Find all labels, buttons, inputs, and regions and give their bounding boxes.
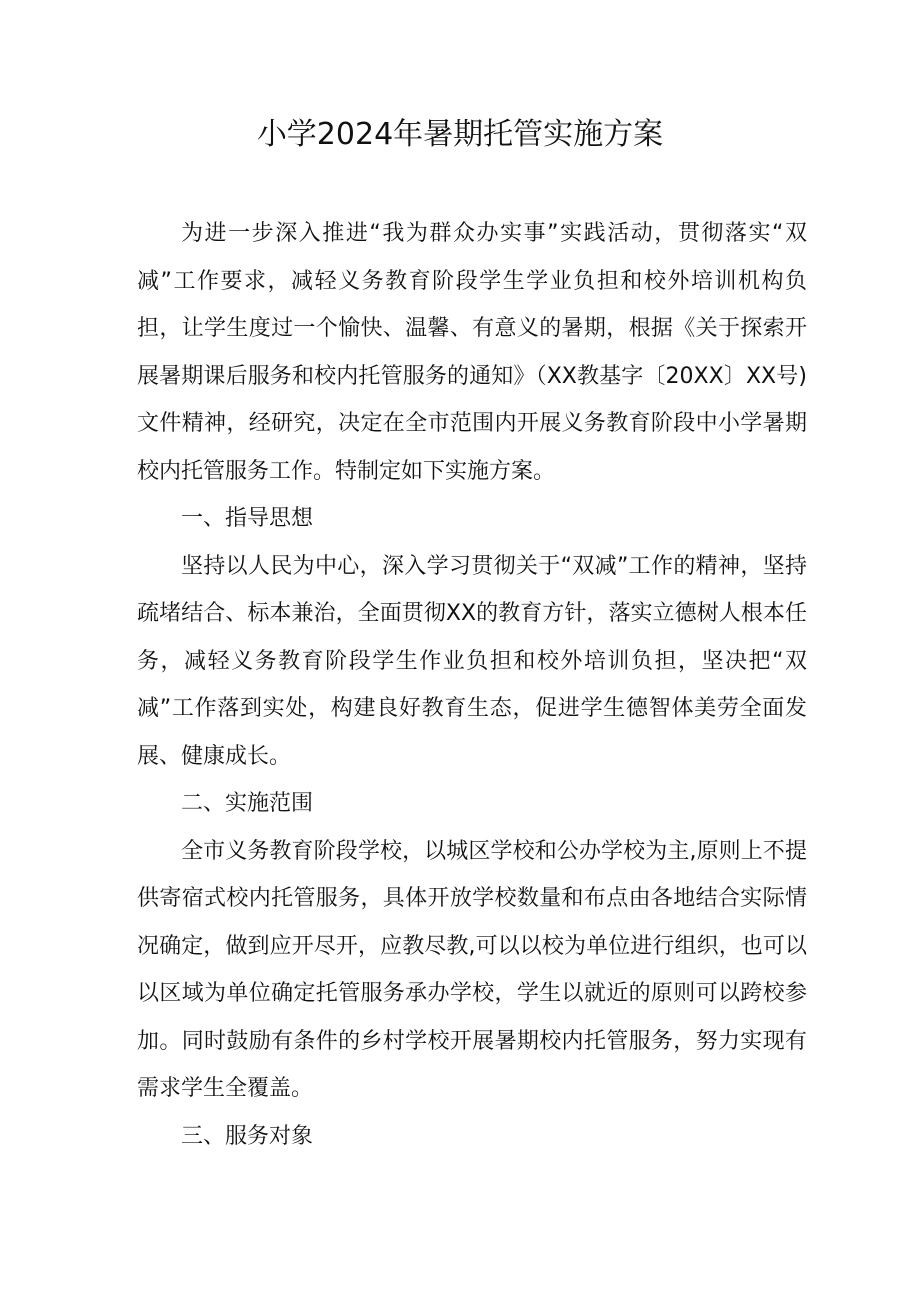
intro-paragraph: 为进一步深入推进“我为群众办实事”实践活动，贯彻落实“双减”工作要求，减轻义务教育阶段学生学业负担和校外培训机构负担，让学生度过一个愉快、温馨、有意义的暑期，根据《关于探索开展暑期课后服务和校内托管服务的通知》（XX教基字〔20XX〕XX号)文件精神，经研究，决定在全市范围内开展义务教育阶段中小学暑期校内托管服务工作。特制定如下实施方案。 xyxy=(137,221,807,484)
section-heading-implementation-scope: 二、实施范围 xyxy=(181,791,314,816)
guiding-thought-paragraph: 坚持以人民为中心，深入学习贯彻关于“双减”工作的精神，坚持疏堵结合、标本兼治，全面贯彻XX的教育方针，落实立德树人根本任务，减轻义务教育阶段学生作业负担和校外培训负担，坚决把“双减”工作落到实处，构建良好教育生态，促进学生德智体美劳全面发展、健康成长。 xyxy=(137,553,807,769)
section-heading-service-target: 三、服务对象 xyxy=(181,1123,314,1149)
document-title: 小学2024年暑期托管实施方案 xyxy=(256,117,664,152)
document-content xyxy=(137,210,807,1160)
implementation-scope-paragraph: 全市义务教育阶段学校，以城区学校和公办学校为主,原则上不提供寄宿式校内托管服务，具体开放学校数量和布点由各地结合实际情况确定，做到应开尽开，应教尽教,可以以校为单位进行组织，也可以以区域为单位确定托管服务承办学校，学生以就近的原则可以跨校参加。同时鼓励有条件的乡村学校开展暑期校内托管服务，努力实现有需求学生全覆盖。 xyxy=(137,838,807,1101)
section-heading-guiding-thought: 一、指导思想 xyxy=(181,506,314,531)
